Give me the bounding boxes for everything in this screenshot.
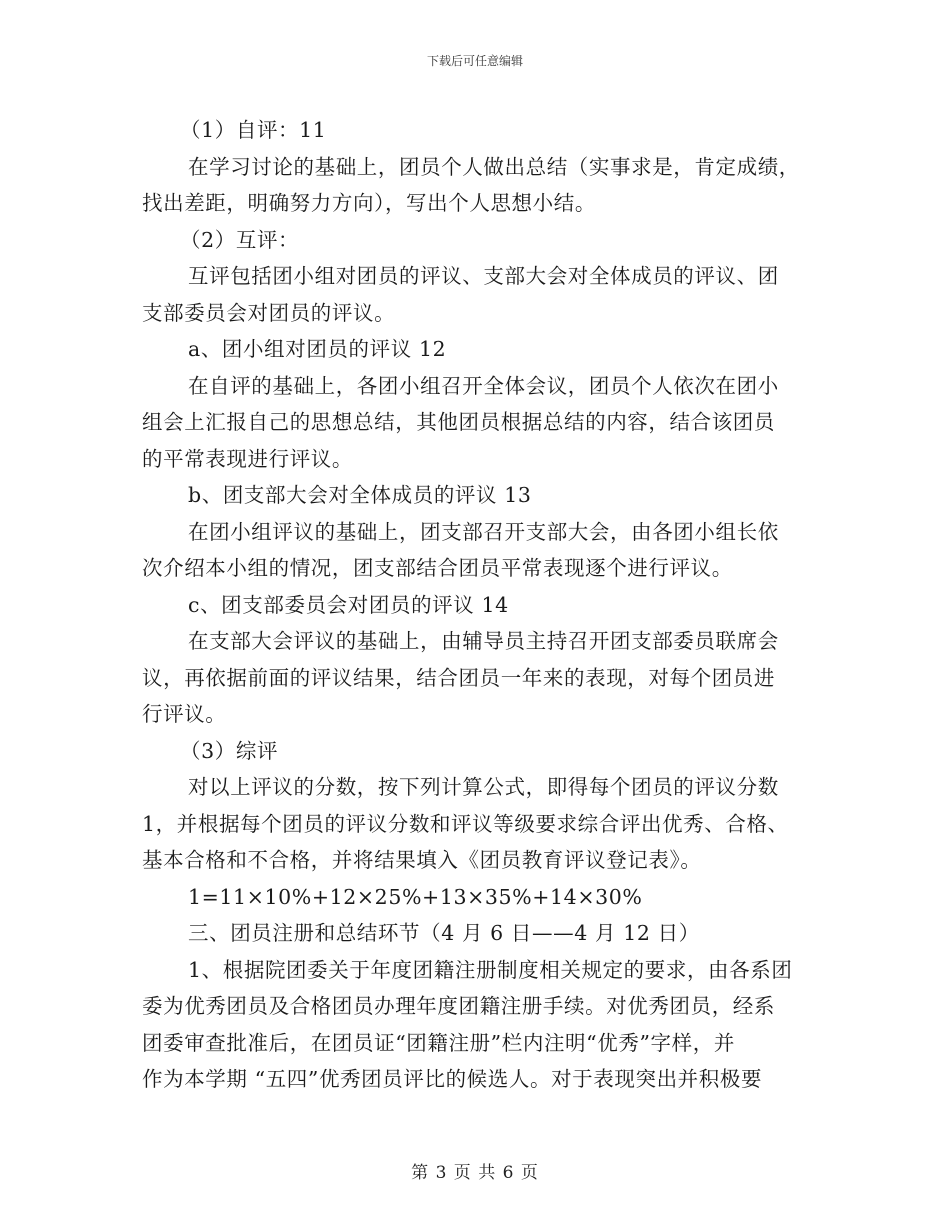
paragraph-line: 在学习讨论的基础上，团员个人做出总结（实事求是，肯定成绩， (188, 154, 800, 179)
paragraph-line: 基本合格和不合格，并将结果填入《团员教育评议登记表》。 (142, 848, 702, 872)
page-header: 下载后可任意编辑 (426, 54, 523, 68)
subheading-committee-evaluation: c、团支部委员会对团员的评议 14 (188, 592, 509, 617)
section-heading-registration: 三、团员注册和总结环节（4 月 6 日——4 月 12 日） (188, 921, 700, 945)
subheading-comprehensive-evaluation: （3）综评 (180, 738, 279, 763)
paragraph-line: 行评议。 (142, 702, 227, 726)
paragraph-line: 互评包括团小组对团员的评议、支部大会对全体成员的评议、团 (188, 264, 779, 288)
paragraph-line: 1、根据院团委关于年度团籍注册制度相关规定的要求，由各系团 (188, 957, 793, 982)
paragraph-line: 在团小组评议的基础上，团支部召开支部大会，由各团小组长依 (188, 519, 779, 544)
subheading-self-evaluation: （1）自评：11 (180, 118, 327, 142)
paragraph-line: 支部委员会对团员的评议。 (142, 300, 396, 325)
subheading-mutual-evaluation: （2）互评： (180, 227, 300, 252)
paragraph-line: 找出差距，明确努力方向），写出个人思想小结。 (142, 191, 596, 215)
document-body (142, 112, 810, 1098)
subheading-branch-meeting-evaluation: b、团支部大会对全体成员的评议 13 (188, 483, 532, 507)
paragraph-line: 次介绍本小组的情况，团支部结合团员平常表现逐个进行评议。 (142, 556, 733, 580)
paragraph-line: 的平常表现进行评议。 (142, 446, 353, 471)
paragraph-line: 在自评的基础上，各团小组召开全体会议，团员个人依次在团小 (188, 373, 779, 398)
paragraph-line: 委为优秀团员及合格团员办理年度团籍注册手续。对优秀团员，经系 (142, 994, 775, 1018)
subheading-group-evaluation: a、团小组对团员的评议 12 (188, 337, 447, 361)
formula-line: 1=11×10%+12×25%+13×35%+14×30% (188, 884, 643, 909)
paragraph-line: 在支部大会评议的基础上，由辅导员主持召开团支部委员联席会 (188, 629, 779, 653)
page-footer: 第 3 页 共 6 页 (411, 1163, 539, 1183)
paragraph-line: 1，并根据每个团员的评议分数和评议等级要求综合评出优秀、合格、 (142, 811, 789, 836)
paragraph-line: 团委审查批准后，在团员证“团籍注册”栏内注明“优秀”字样，并 (142, 1030, 735, 1055)
paragraph-line: 作为本学期 “五四”优秀团员评比的候选人。对于表现突出并积极要 (142, 1067, 763, 1091)
paragraph-line: 组会上汇报自己的思想总结，其他团员根据总结的内容，结合该团员 (142, 410, 775, 434)
paragraph-line: 议，再依据前面的评议结果，结合团员一年来的表现，对每个团员进 (142, 665, 775, 690)
paragraph-line: 对以上评议的分数，按下列计算公式，即得每个团员的评议分数 (188, 775, 779, 799)
